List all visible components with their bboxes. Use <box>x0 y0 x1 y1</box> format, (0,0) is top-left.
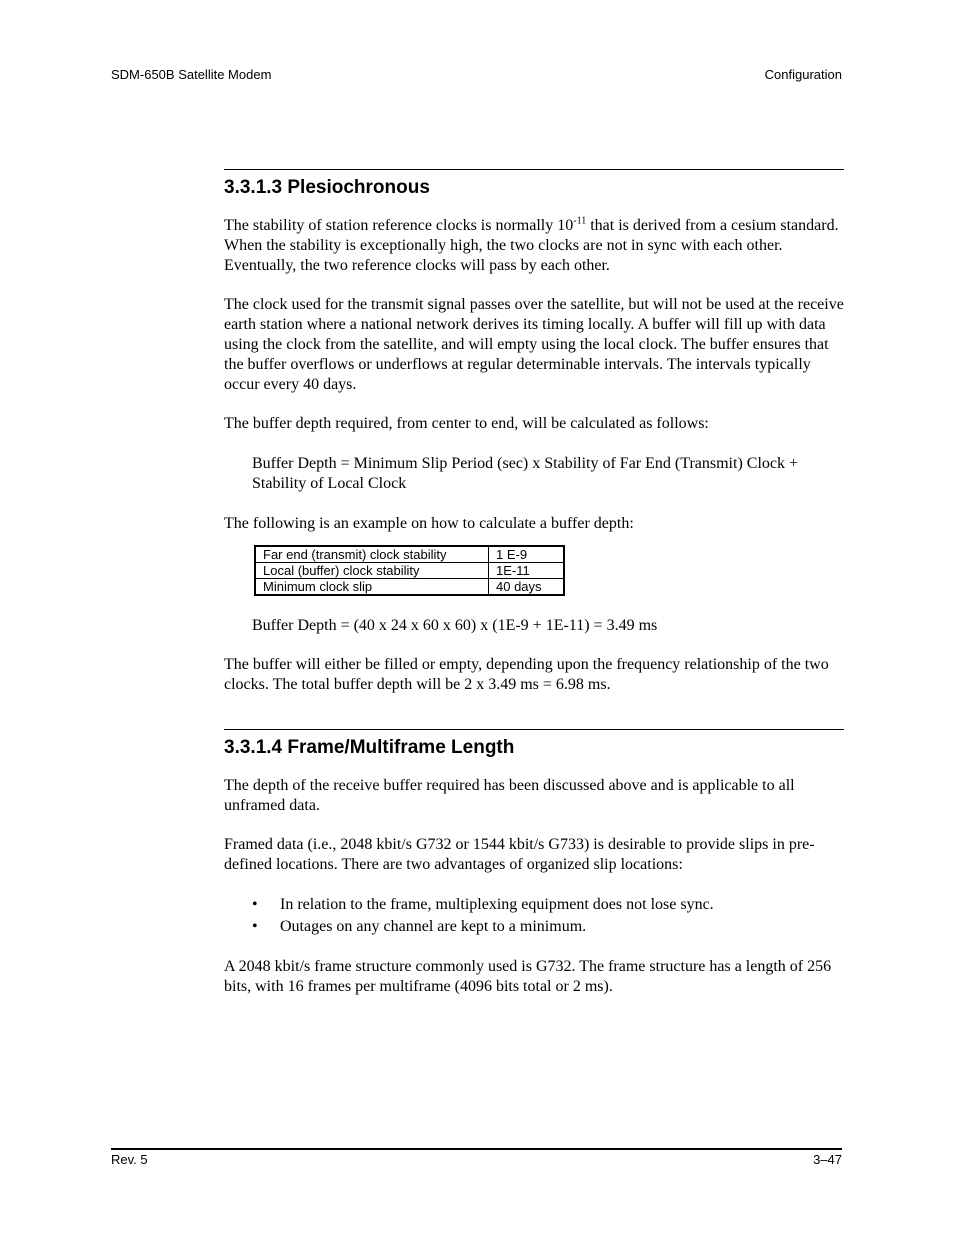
superscript-exponent: -11 <box>573 215 587 227</box>
paragraph: The buffer depth required, from center to end, will be calculated as follows: <box>224 415 709 432</box>
bullet-icon: • <box>252 918 258 935</box>
table-row <box>255 563 564 579</box>
header-doc-title: SDM-650B Satellite Modem <box>111 67 272 82</box>
example-table <box>254 545 565 596</box>
section-heading-frame-multiframe: 3.3.1.4 Frame/Multiframe Length <box>224 737 515 758</box>
table-row <box>255 579 564 596</box>
table-cell-label: Local (buffer) clock stability <box>255 563 489 579</box>
table-cell-value: 1 E-9 <box>489 546 565 563</box>
section-heading-plesiochronous: 3.3.1.3 Plesiochronous <box>224 177 430 198</box>
paragraph: The buffer will either be filled or empty, depending upon the frequency relationship of the two clocks. The total buffer depth will be 2 x 3.49 ms = 6.98 ms. <box>224 656 829 693</box>
formula: Buffer Depth = Minimum Slip Period (sec) x Stability of Far End (Transmit) Clock + Stability of Local Clock <box>252 455 799 492</box>
paragraph: The depth of the receive buffer required has been discussed above and is applicable to all unframed data. <box>224 777 795 814</box>
paragraph <box>224 216 844 276</box>
paragraph-text: that is derived from a cesium standard. When the stability is exceptionally high, the two clocks are not in sync with each other. Eventually, the two reference clocks will pass by each other. <box>224 217 839 274</box>
calculation: Buffer Depth = (40 x 24 x 60 x 60) x (1E-9 + 1E-11) = 3.49 ms <box>252 617 658 634</box>
footer-page-number: 3–47 <box>813 1152 842 1167</box>
section-divider <box>224 729 844 730</box>
bullet-list <box>224 894 844 938</box>
table-cell-label: Minimum clock slip <box>255 579 489 596</box>
list-item <box>252 894 844 916</box>
table-cell-value: 40 days <box>489 579 565 596</box>
paragraph-text: The stability of station reference clocks is normally 10 <box>224 217 574 234</box>
bullet-icon: • <box>252 896 258 913</box>
table-cell-label: Far end (transmit) clock stability <box>255 546 489 563</box>
footer-divider <box>111 1148 842 1150</box>
table-cell-value: 1E-11 <box>489 563 565 579</box>
paragraph: The clock used for the transmit signal passes over the satellite, but will not be used at the receive earth station where a national network derives its timing locally. A buffer will fill up with data using the clock from the satellite, and will empty using the local clock. The buffer ensures that the buffer overflows or underflows at regular determinable intervals. The intervals typically occur every 40 days. <box>224 296 844 393</box>
header-chapter: Configuration <box>764 67 842 82</box>
page-content <box>224 169 844 997</box>
paragraph: A 2048 kbit/s frame structure commonly used is G732. The frame structure has a length of 256 bits, with 16 frames per multiframe (4096 bits total or 2 ms). <box>224 958 832 995</box>
footer-revision: Rev. 5 <box>111 1152 148 1167</box>
paragraph: The following is an example on how to calculate a buffer depth: <box>224 515 634 532</box>
list-item-text: Outages on any channel are kept to a minimum. <box>280 918 587 935</box>
table-row <box>255 546 564 563</box>
list-item <box>252 916 844 938</box>
list-item-text: In relation to the frame, multiplexing equipment does not lose sync. <box>280 896 714 913</box>
paragraph: Framed data (i.e., 2048 kbit/s G732 or 1544 kbit/s G733) is desirable to provide slips in pre-defined locations. There are two advantages of organized slip locations: <box>224 836 815 873</box>
section-divider <box>224 169 844 170</box>
